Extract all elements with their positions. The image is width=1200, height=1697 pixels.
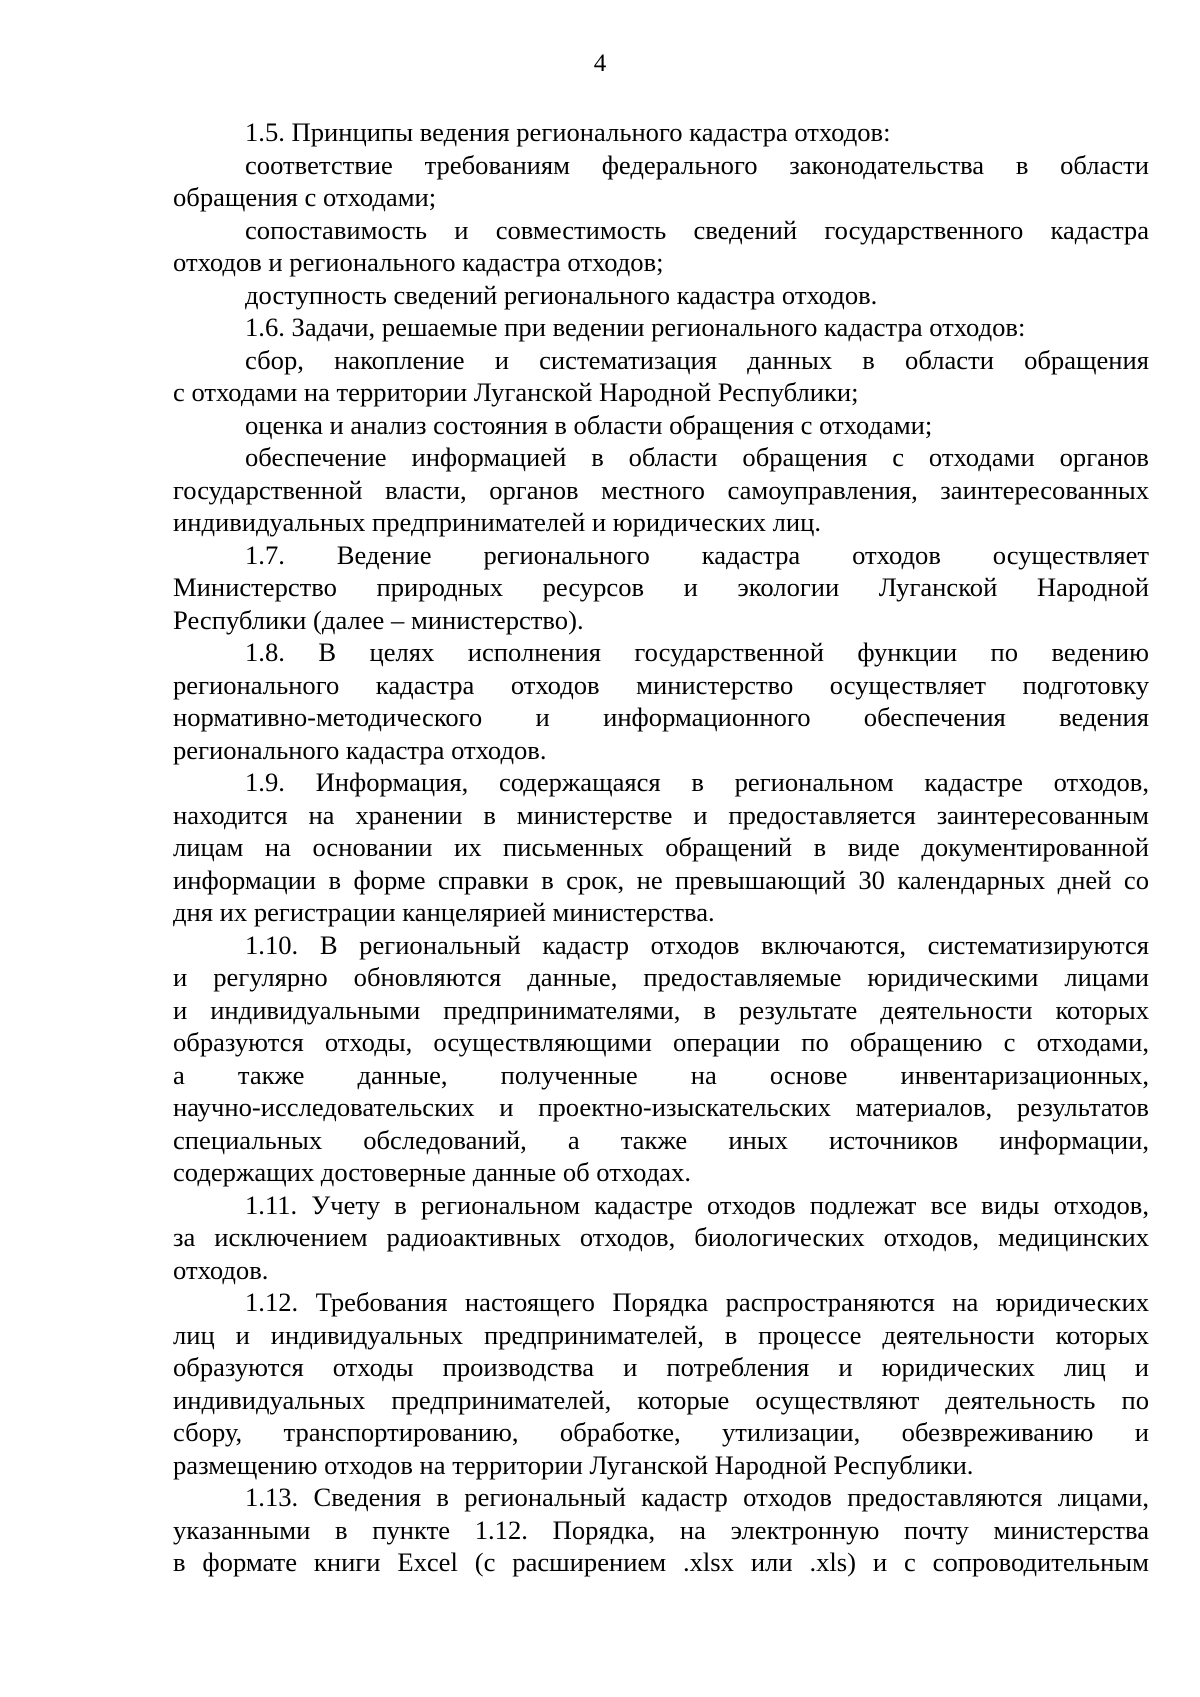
text-line: лицам на основании их письменных обращений в виде документированной	[173, 832, 1149, 862]
text-line: Министерство природных ресурсов и экологии Луганской Народной	[173, 572, 1149, 602]
page-number: 4	[593, 50, 607, 77]
text-line: содержащих достоверные данные об отходах.	[173, 1157, 691, 1187]
text-line: государственной власти, органов местного самоуправления, заинтересованных	[173, 474, 1149, 505]
text-line: специальных обследований, а также иных источников информации,	[173, 1124, 1149, 1155]
text-line: 1.5. Принципы ведения регионального кадастра отходов:	[245, 117, 891, 147]
text-line: регионального кадастра отходов министерство осуществляет подготовку	[173, 669, 1149, 700]
text-line: за исключением радиоактивных отходов, биологических отходов, медицинских	[173, 1222, 1149, 1252]
text-line: индивидуальных предпринимателей, которые осуществляют деятельность по	[173, 1384, 1149, 1415]
text-line: регионального кадастра отходов.	[173, 734, 547, 765]
text-line: образуются отходы, осуществляющими операции по обращению с отходами,	[173, 1027, 1149, 1057]
text-line: 1.13. Сведения в региональный кадастр отходов предоставляются лицами,	[245, 1482, 1149, 1512]
text-line: индивидуальных предпринимателей и юридических лиц.	[173, 507, 822, 537]
text-line: 1.10. В региональный кадастр отходов включаются, систематизируются	[245, 929, 1149, 960]
text-line: с отходами на территории Луганской Народной Республики;	[173, 377, 859, 407]
text-line: 1.11. Учету в региональном кадастре отходов подлежат все виды отходов,	[245, 1189, 1149, 1220]
text-line: а также данные, полученные на основе инвентаризационных,	[173, 1059, 1149, 1090]
text-line: отходов и регионального кадастра отходов;	[173, 247, 664, 277]
text-line: находится на хранении в министерстве и предоставляется заинтересованным	[173, 799, 1149, 830]
text-line: размещению отходов на территории Луганской Народной Республики.	[173, 1449, 974, 1480]
text-line: отходов.	[173, 1254, 269, 1285]
text-line: 1.7. Ведение регионального кадастра отходов осуществляет	[245, 539, 1149, 570]
text-line: обеспечение информацией в области обращения с отходами органов	[245, 442, 1149, 472]
text-line: 1.6. Задачи, решаемые при ведении регионального кадастра отходов:	[245, 312, 1026, 342]
text-line: оценка и анализ состояния в области обращения с отходами;	[245, 409, 933, 440]
text-line: информации в форме справки в срок, не превышающий 30 календарных дней со	[173, 864, 1149, 895]
text-line: 1.9. Информация, содержащаяся в региональном кадастре отходов,	[245, 767, 1149, 797]
text-line: и регулярно обновляются данные, предоставляемые юридическими лицами	[173, 962, 1149, 992]
text-line: Республики (далее – министерство).	[173, 604, 584, 635]
text-line: лиц и индивидуальных предпринимателей, в процессе деятельности которых	[173, 1319, 1149, 1350]
document-body	[173, 116, 1149, 1579]
text-line: образуются отходы производства и потребления и юридических лиц и	[173, 1352, 1149, 1382]
text-line: 1.12. Требования настоящего Порядка распространяются на юридических	[245, 1287, 1149, 1317]
text-line: и индивидуальными предпринимателями, в результате деятельности которых	[173, 994, 1149, 1025]
text-line: соответствие требованиям федерального законодательства в области	[245, 149, 1149, 180]
text-line: в формате книги Excel (с расширением .xlsx или .xls) и с сопроводительным	[173, 1547, 1149, 1577]
text-line: 1.8. В целях исполнения государственной функции по ведению	[245, 637, 1149, 667]
text-line: сбору, транспортированию, обработке, утилизации, обезвреживанию и	[173, 1417, 1149, 1447]
text-line: доступность сведений регионального кадастра отходов.	[245, 279, 878, 310]
text-line: сопоставимость и совместимость сведений государственного кадастра	[245, 214, 1149, 245]
text-line: научно-исследовательских и проектно-изыскательских материалов, результатов	[173, 1092, 1149, 1122]
text-line: сбор, накопление и систематизация данных в области обращения	[245, 344, 1149, 375]
text-line: дня их регистрации канцелярией министерства.	[173, 897, 715, 927]
text-line: обращения с отходами;	[173, 182, 437, 212]
text-line: нормативно-методического и информационного обеспечения ведения	[173, 702, 1149, 732]
text-line: указанными в пункте 1.12. Порядка, на электронную почту министерства	[173, 1514, 1149, 1545]
